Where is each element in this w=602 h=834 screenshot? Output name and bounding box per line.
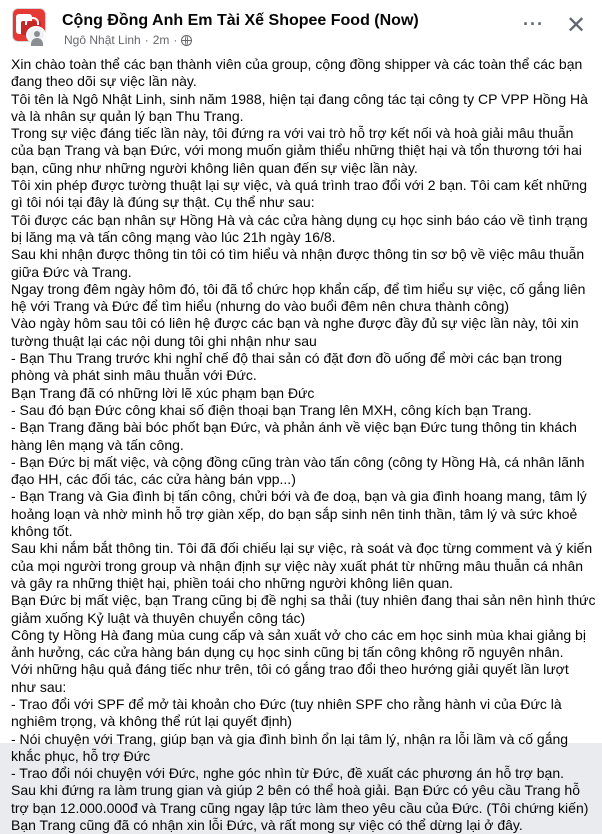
post-header xyxy=(0,0,602,50)
post-paragraph: Xin chào toàn thể các bạn thành viên của group, cộng đồng shipper và các toàn thể các bạn đang theo dõi sự việc lần này. xyxy=(11,56,583,90)
author-avatar-icon[interactable] xyxy=(26,26,46,44)
more-horizontal-icon[interactable]: ··· xyxy=(523,14,544,34)
post-paragraph: Tôi xin phép được tường thuật lại sự việc, và quá trình trao đổi với 2 bạn. Tôi cam kết những gì tôi nói tại đây là đúng sự thật. Cụ thể như sau: xyxy=(11,177,588,211)
post-paragraph: - Bạn Thu Trang trước khi nghỉ chế độ thai sản có đặt đơn đồ uống để mời các bạn trong phòng và phát sinh mâu thuẫn với Đức. xyxy=(11,350,563,384)
post-paragraph: Bạn Trang cũng đã có nhận xin lỗi Đức, và rất mong sự việc có thể dừng lại ở đây. xyxy=(11,817,523,834)
post-paragraph: - Bạn Đức bị mất việc, và cộng đồng cũng tràn vào tấn công (công ty Hồng Hà, cá nhân lãnh đạo HH, các đối tác, các cửa hàng bán vpp...) xyxy=(11,453,585,488)
post-paragraph: - Bạn Trang và Gia đình bị tấn công, chửi bới và đe doạ, bạn và gia đình hoang mang, tâm lý hoảng loạn và nhờ mình hỗ trợ giàn xếp, do bạn sắp sinh nên tinh thần, tâm lý và sức khoẻ không tốt. xyxy=(11,488,587,540)
post-time-link[interactable]: 2m xyxy=(152,33,170,47)
post-paragraph: - Bạn Trang đăng bài bóc phốt bạn Đức, và phản ánh về việc bạn Đức tung thông tin khách hàng lên mạng và tấn công. xyxy=(11,419,577,453)
group-name-link[interactable]: Cộng Đồng Anh Em Tài Xế Shopee Food (Now) xyxy=(62,12,419,29)
post-paragraph: Sau khi nắm bắt thông tin. Tôi đã đối chiếu lại sự việc, rà soát và đọc từng comment và ý kiến của mọi người trong group và nhận định sự việc này xuất phát từ những mâu thuẫn cá nhân và gây ra những thiệt hại, phiền toái cho những người không liên quan. xyxy=(11,540,593,591)
close-icon[interactable]: ✕ xyxy=(566,12,587,39)
meta-separator: · xyxy=(173,33,178,47)
author-name-link[interactable]: Ngô Nhật Linh xyxy=(64,33,141,47)
post-paragraph: - Trao đổi nói chuyện với Đức, nghe góc nhìn từ Đức, đề xuất các phương án hỗ trợ bạn. xyxy=(11,765,564,782)
post-paragraph: - Sau đó bạn Đức công khai số điện thoại bạn Trang lên MXH, công kích bạn Trang. xyxy=(11,401,532,418)
post-paragraph: Sau khi nhận được thông tin tôi có tìm hiểu và nhận được thông tin sơ bộ về việc mâu thuẫn giữa Đức và Trang. xyxy=(11,246,585,280)
post-paragraph: Ngay trong đêm ngày hôm đó, tôi đã tổ chức họp khẩn cấp, để tìm hiểu sự việc, cố gắng liên hệ với Trang và Đức để tìm hiểu (nhưng do vào buổi đêm nên chưa thành công) xyxy=(11,280,586,315)
post-paragraph: Bạn Trang đã có những lời lẽ xúc phạm bạn Đức xyxy=(11,384,315,401)
post-paragraph: Với những hậu quả đáng tiếc như trên, tôi có gắng trao đổi theo hướng giải quyết lần lượt như sau: xyxy=(11,661,569,695)
post-paragraph: Sau khi đứng ra làm trung gian và giúp 2 bên có thể hoà giải. Bạn Đức có yêu cầu Trang hỗ trợ bạn 12.000.000đ và Trang cũng ngay lập tức làm theo yêu cầu của Đức. (Tôi chứng kiến) xyxy=(11,782,589,816)
meta-separator: · xyxy=(144,33,149,47)
post-paragraph: - Nói chuyện với Trang, giúp bạn và gia đình bình ổn lại tâm lý, nhận ra lỗi lầm và cố gắng khắc phục, hỗ trợ Đức xyxy=(11,730,569,764)
post-meta xyxy=(64,33,192,47)
post-paragraph: Công ty Hồng Hà đang mùa cung cấp và sản xuất vở cho các em học sinh mùa khai giảng bị ảnh hưởng, các cửa hàng bán dụng cụ học sinh cũng bị tấn công không rõ nguyên nhân. xyxy=(11,626,586,661)
globe-icon xyxy=(181,35,192,46)
post-paragraph: Tôi được các bạn nhân sự Hồng Hà và các cửa hàng dụng cụ học sinh báo cáo về tình trạng bị lăng mạ và tấn công mạng vào lúc 21h ngày 16/8. xyxy=(11,211,588,245)
post-body-text xyxy=(11,56,596,834)
post-paragraph: - Trao đổi với SPF để mở tài khoản cho Đức (tuy nhiên SPF cho rằng hành vi của Đức là nghiêm trọng, và không thể rút lại quyết định) xyxy=(11,695,562,730)
post-paragraph: Vào ngày hôm sau tôi có liên hệ được các bạn và nghe được đầy đủ sự việc lần này, tôi xin tường thuật lại các nội dung tôi ghi nhận như sau xyxy=(11,315,579,349)
post-paragraph: Tôi tên là Ngô Nhật Linh, sinh năm 1988, hiện tại đang công tác tại công ty CP VPP Hồng Hà và là nhân sự quản lý bạn Thu Trang. xyxy=(11,90,588,124)
post-paragraph: Trong sự việc đáng tiếc lần này, tôi đứng ra với vai trò hỗ trợ kết nối và hoà giải mâu thuẫn của bạn Trang và bạn Đức, với mong muốn giảm thiểu những thiệt hại và tổn thương tới hai bạn, cũng như những người không liên quan đến sự việc lần này. xyxy=(11,125,582,176)
post-paragraph: Bạn Đức bị mất việc, bạn Trang cũng bị đề nghị sa thải (tuy nhiên đang thai sản nên hình thức giảm xuống Kỷ luật và thuyên chuyển công tác) xyxy=(11,592,596,626)
